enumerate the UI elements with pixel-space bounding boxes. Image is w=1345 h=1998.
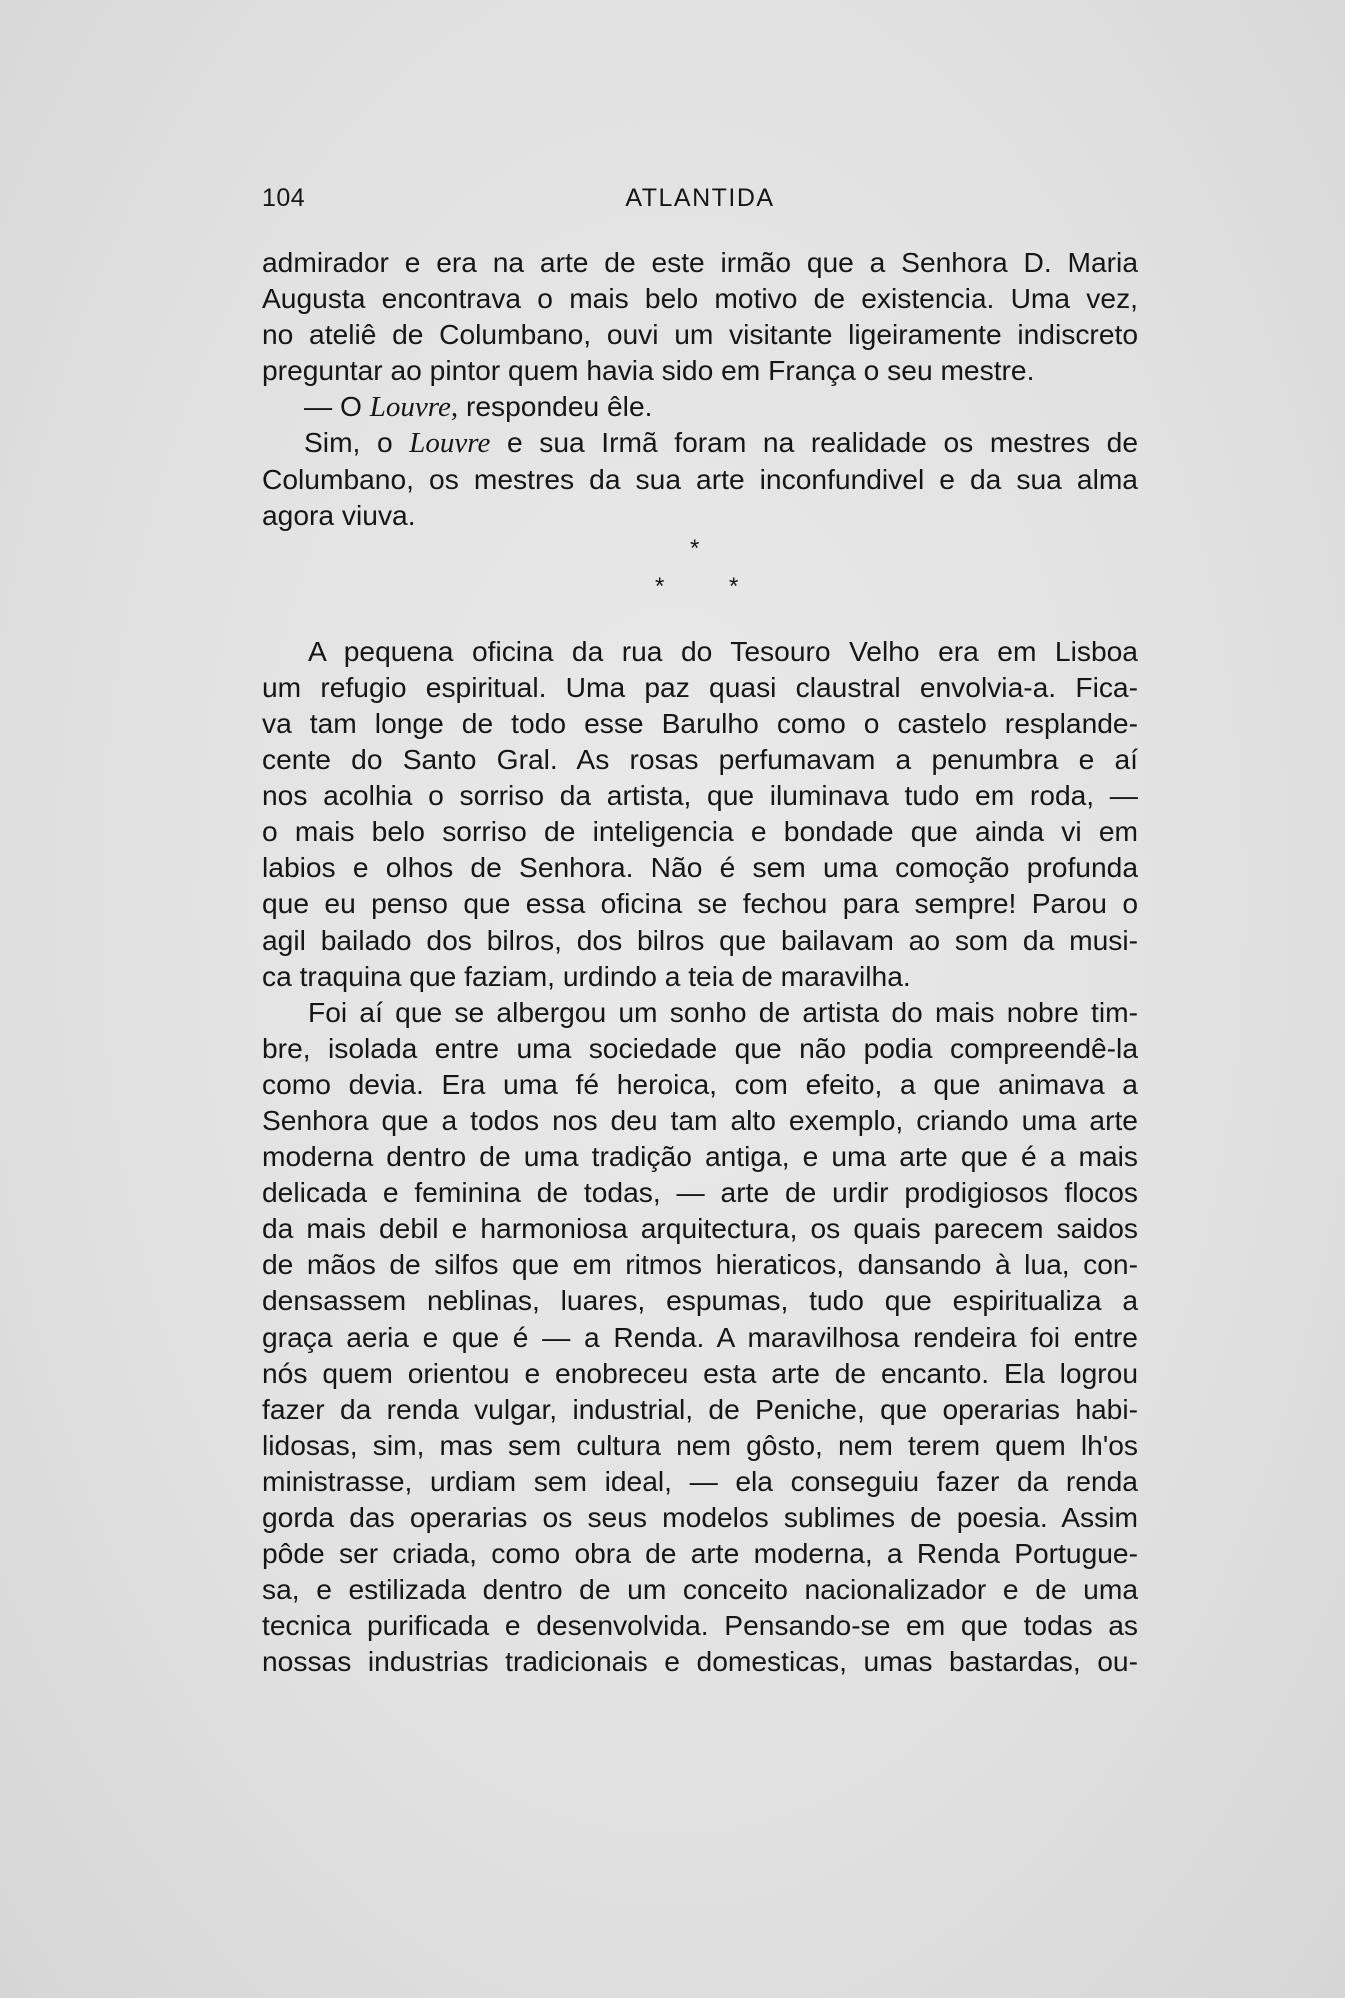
text-line: delicada e feminina de todas, — arte de urdir prodigiosos flocos <box>262 1176 1138 1209</box>
text-line: nós quem orientou e enobreceu esta arte de encanto. Ela logrou <box>262 1356 1138 1389</box>
text-line: agil bailado dos bilros, dos bilros que bailavam ao som da musi- <box>262 923 1138 956</box>
text-line: lidosas, sim, mas sem cultura nem gôsto, nem terem quem lh'os <box>262 1428 1138 1461</box>
text-line: sa, e estilizada dentro de um conceito nacionalizador e de uma <box>262 1573 1138 1606</box>
text-line: densassem neblinas, luares, espumas, tudo que espiritualiza a <box>262 1284 1138 1317</box>
italic-louvre: Louvre, <box>369 391 459 424</box>
text-line: admirador e era na arte de este irmão que a Senhora D. Maria <box>262 246 1138 278</box>
text-line: cente do Santo Gral. As rosas perfumavam a penumbra e aí <box>262 743 1138 776</box>
text-line: Columbano, os mestres da sua arte inconfundivel e da sua alma <box>262 462 1138 495</box>
dialogue-line <box>262 388 1138 424</box>
text-line: de mãos de silfos que em ritmos hieraticos, dansando à lua, con- <box>262 1248 1138 1281</box>
text-line: Senhora que a todos nos deu tam alto exemplo, criando uma arte <box>262 1103 1138 1136</box>
paragraph-1 <box>262 244 1138 388</box>
text-line: graça aeria e que é — a Renda. A maravilhosa rendeira foi entre <box>262 1320 1138 1353</box>
dialogue-dash: — O <box>304 390 370 423</box>
text-span: e sua Irmã foram na realidade os mestres de <box>490 426 1139 459</box>
text-line: fazer da renda vulgar, industrial, de Peniche, que operarias habi- <box>262 1392 1138 1425</box>
paragraph-3 <box>262 633 1138 994</box>
text-line: da mais debil e harmoniosa arquitectura, os quais parecem saidos <box>262 1212 1138 1245</box>
text-line: que eu penso que essa oficina se fechou para sempre! Parou o <box>262 887 1138 920</box>
text-span: Sim, o <box>304 426 410 459</box>
text-line: va tam longe de todo esse Barulho como o castelo resplande- <box>262 706 1138 739</box>
asterism-star: * <box>690 534 700 562</box>
text-line: Augusta encontrava o mais belo motivo de existencia. Uma vez, <box>262 282 1138 315</box>
body-text <box>262 244 1138 1679</box>
text-line: o mais belo sorriso de inteligencia e bondade que ainda vi em <box>262 815 1138 848</box>
text-line <box>262 388 1138 424</box>
text-line: um refugio espiritual. Uma paz quasi claustral envolvia-a. Fica- <box>262 670 1138 703</box>
text-line: Foi aí que se albergou um sonho de artista do mais nobre tim- <box>308 995 1138 1028</box>
asterism-star: * <box>729 572 739 600</box>
paragraph-2 <box>262 424 1138 532</box>
running-title: ATLANTIDA <box>625 184 775 212</box>
asterism <box>262 533 1138 627</box>
text-line: agora viuva. <box>262 498 416 531</box>
italic-louvre: Louvre <box>409 427 491 460</box>
page-header <box>262 178 1138 218</box>
page-number: 104 <box>262 184 306 212</box>
text-line: bre, isolada entre uma sociedade que não podia compreendê-la <box>262 1031 1138 1064</box>
text-line: ca traquina que faziam, urdindo a teia de maravilha. <box>262 959 911 992</box>
text-line: nossas industrias tradicionais e domesticas, umas bastardas, ou- <box>262 1645 1138 1678</box>
text-line: como devia. Era uma fé heroica, com efeito, a que animava a <box>262 1067 1138 1100</box>
text-line: A pequena oficina da rua do Tesouro Velho era em Lisboa <box>308 634 1138 667</box>
text-line: gorda das operarias os seus modelos sublimes de poesia. Assim <box>262 1501 1138 1533</box>
asterism-star: * <box>655 572 665 600</box>
text-line: tecnica purificada e desenvolvida. Pensando-se em que todas as <box>262 1609 1138 1642</box>
text-line: pôde ser criada, como obra de arte moderna, a Renda Portugue- <box>262 1537 1138 1570</box>
dialogue-rest: respondeu êle. <box>458 390 653 423</box>
text-line: preguntar ao pintor quem havia sido em França o seu mestre. <box>262 354 1035 387</box>
text-line: labios e olhos de Senhora. Não é sem uma comoção profunda <box>262 851 1138 884</box>
paragraph-4 <box>262 994 1138 1680</box>
text-line: moderna dentro de uma tradição antiga, e uma arte que é a mais <box>262 1140 1138 1173</box>
text-line: no ateliê de Columbano, ouvi um visitante ligeiramente indiscreto <box>262 318 1138 351</box>
text-line: ministrasse, urdiam sem ideal, — ela conseguiu fazer da renda <box>262 1464 1138 1497</box>
text-line: nos acolhia o sorriso da artista, que iluminava tudo em roda, — <box>262 779 1138 812</box>
text-line <box>262 424 1138 460</box>
